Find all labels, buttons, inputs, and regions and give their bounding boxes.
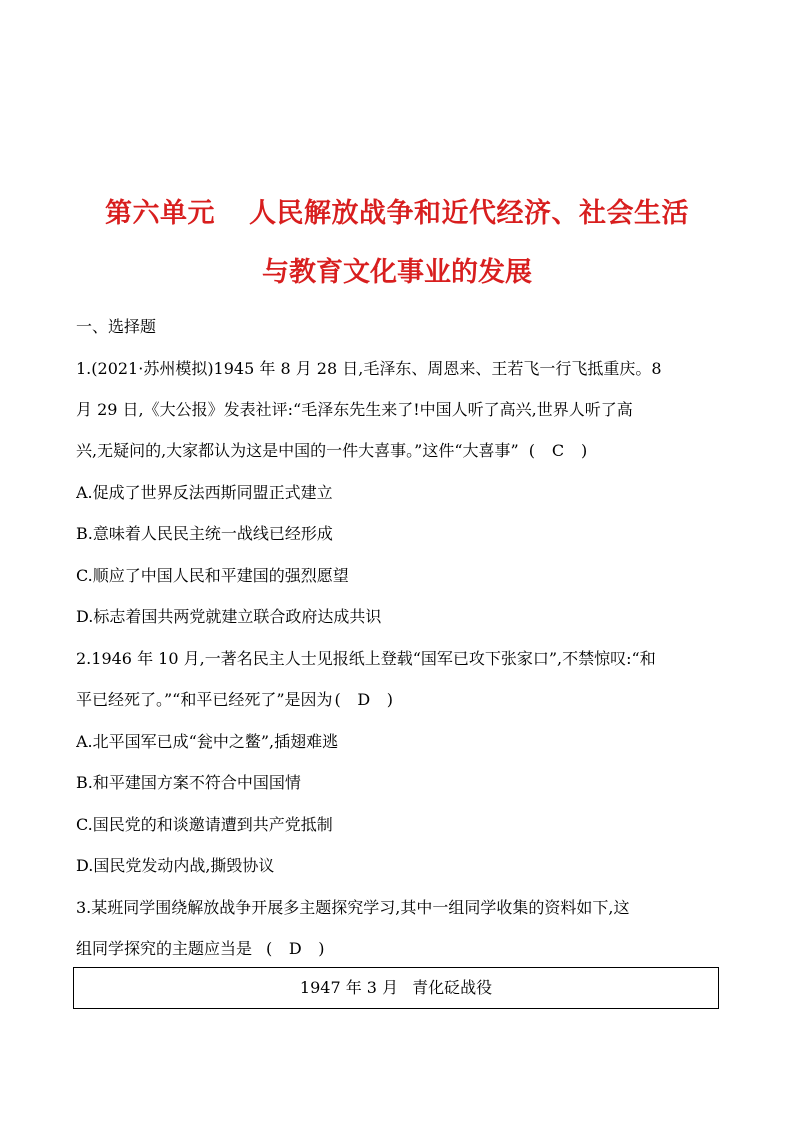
answer-letter: C: [551, 441, 565, 460]
answer-bracket: ( D ): [335, 688, 394, 712]
question-stem-line: 2.1946 年 10 月,一著名民主人士见报纸上登载“国军已攻下张家口”,不禁惊叹:“和: [76, 649, 656, 668]
question-stem-line: 兴,无疑问的,大家都认为这是中国的一件大喜事。”这件“大喜事” ( C ): [76, 439, 726, 463]
option-c: C.顺应了中国人民和平建国的强烈愿望: [76, 566, 349, 585]
answer-letter: D: [357, 690, 371, 709]
option-b: B.和平建国方案不符合中国国情: [76, 773, 301, 792]
question-stem-line: 1.(2021·苏州模拟)1945 年 8 月 28 日,毛泽东、周恩来、王若飞一行飞抵重庆。8: [76, 359, 662, 378]
section-heading: 一、选择题: [76, 317, 157, 336]
material-event: 青化砭战役: [412, 978, 493, 997]
material-date: 1947 年 3 月: [299, 978, 399, 997]
unit-label: 第六单元: [105, 198, 215, 229]
option-d: D.国民党发动内战,撕毁协议: [76, 856, 275, 875]
question-stem-line: 组同学探究的主题应当是 ( D ): [76, 937, 726, 961]
question-stem-line: 月 29 日,《大公报》发表社评:“毛泽东先生来了!中国人听了高兴,世界人听了高: [76, 400, 633, 419]
answer-bracket: ( C ): [529, 439, 588, 463]
title-line-2: 与教育文化事业的发展: [262, 257, 532, 288]
answer-bracket: ( D ): [266, 937, 325, 961]
option-c: C.国民党的和谈邀请遭到共产党抵制: [76, 815, 333, 834]
option-d: D.标志着国共两党就建立联合政府达成共识: [76, 607, 382, 626]
option-a: A.北平国军已成“瓮中之鳖”,插翅难逃: [76, 732, 339, 751]
answer-letter: D: [288, 939, 302, 958]
unit-topic: 人民解放战争和近代经济、社会生活: [249, 198, 689, 229]
material-table: [73, 967, 719, 1009]
question-stem-line: 3.某班同学围绕解放战争开展多主题探究学习,其中一组同学收集的资料如下,这: [76, 898, 630, 917]
title-line-1: [0, 197, 794, 231]
question-stem-line: 平已经死了。”“和平已经死了”是因为 ( D ): [76, 688, 726, 712]
option-a: A.促成了世界反法西斯同盟正式建立: [76, 483, 333, 502]
option-b: B.意味着人民民主统一战线已经形成: [76, 524, 333, 543]
